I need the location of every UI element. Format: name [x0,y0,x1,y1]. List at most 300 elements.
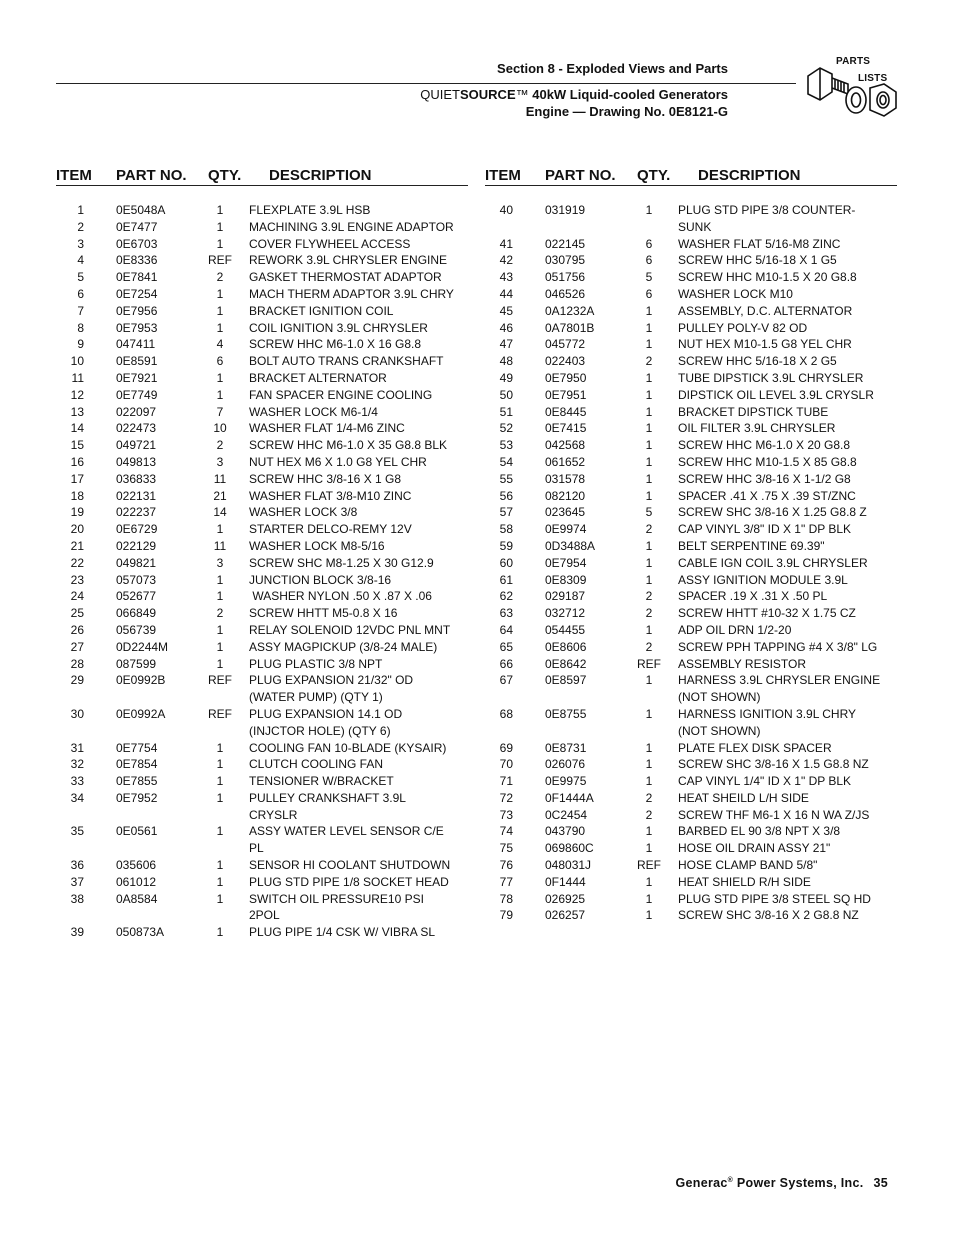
item-number: 37 [70,874,84,889]
quantity: 2 [645,589,653,604]
table-row [56,269,468,286]
item-number: 5 [77,270,84,285]
description: RELAY SOLENOID 12VDC PNL MNT [249,622,451,637]
quantity: 6 [645,236,653,251]
item-number: 22 [70,555,84,570]
drawing-number: Engine — Drawing No. 0E8121-G [525,104,728,119]
quantity: 1 [216,740,224,755]
part-number: 045772 [545,337,586,352]
item-number: 45 [499,303,513,318]
table-row [485,336,897,353]
description: SCREW HHTT #10-32 X 1.75 CZ [678,606,856,621]
item-number: 48 [499,354,513,369]
description: SCREW PPH TAPPING #4 X 3/8" LG [678,639,878,654]
part-number: 0C2454 [545,807,588,822]
quantity: 1 [645,874,653,889]
description: WASHER LOCK M6-1/4 [249,404,378,419]
item-number: 1 [77,203,84,217]
part-number: 0A7801B [545,320,595,335]
part-number: 029187 [545,589,586,604]
quantity: 1 [216,656,224,671]
part-number: 0E0561 [116,824,158,839]
section-title: Section 8 - Exploded Views and Parts [497,61,728,76]
description: ASSEMBLY RESISTOR [678,656,807,671]
description: STARTER DELCO-REMY 12V [249,522,412,537]
item-number: 78 [499,891,513,906]
quantity: 1 [216,874,224,889]
item-number: 23 [70,572,84,587]
part-number: 031919 [545,203,586,217]
item-number: 42 [499,253,513,268]
description: SCREW HHC 3/8-16 X 1 G8 [249,471,402,486]
part-number: 056739 [116,622,157,637]
quantity: 1 [216,639,224,654]
item-number: 2 [77,219,84,234]
description: BOLT AUTO TRANS CRANKSHAFT [249,354,444,369]
description: WASHER LOCK M10 [678,286,793,301]
part-number: 0E7953 [116,320,158,335]
description: PLUG EXPANSION 21/32" OD (WATER PUMP) (QTY 1) [249,673,414,705]
table-row [56,454,468,471]
table-row [56,303,468,320]
quantity: 1 [216,858,224,873]
part-number: 030795 [545,253,586,268]
description: MACH THERM ADAPTOR 3.9L CHRY [249,286,454,301]
quantity: 2 [216,438,224,453]
part-number: 0E8591 [116,354,158,369]
part-number: 0E7950 [545,370,587,385]
part-number: 0E8606 [545,639,587,654]
description: CABLE IGN COIL 3.9L CHRYSLER [678,555,868,570]
description: PLUG PIPE 1/4 CSK W/ VIBRA SL [249,925,436,940]
description: ASSY WATER LEVEL SENSOR C/E PL [249,824,444,856]
part-number: 047411 [116,337,156,352]
description: WASHER LOCK M8-5/16 [249,538,385,553]
item-number: 65 [499,639,513,654]
quantity: 1 [645,421,653,436]
description: COIL IGNITION 3.9L CHRYSLER [249,320,428,335]
description: NUT HEX M10-1.5 G8 YEL CHR [678,337,852,352]
quantity: 1 [216,824,224,839]
table-row [485,740,897,757]
quantity: REF [208,673,232,688]
part-number: 0E7415 [545,421,587,436]
part-number: 0E7841 [116,270,158,285]
item-number: 49 [499,370,513,385]
table-row [485,387,897,404]
part-number: 0E7477 [116,219,158,234]
header-description: DESCRIPTION [269,167,372,184]
item-number: 63 [499,606,513,621]
item-number: 50 [499,387,513,402]
table-row [485,588,897,605]
description: WASHER FLAT 1/4-M6 ZINC [249,421,405,436]
description: PLUG STD PIPE 1/8 SOCKET HEAD [249,874,449,889]
description: BRACKET IGNITION COIL [249,303,394,318]
item-number: 15 [70,438,84,453]
description: COOLING FAN 10-BLADE (KYSAIR) [249,740,447,755]
part-number: 0E7854 [116,757,158,772]
quantity: 1 [645,841,653,856]
description: WASHER LOCK 3/8 [249,505,358,520]
table-row [485,286,897,303]
quantity: 1 [645,908,653,923]
quantity: 1 [216,387,224,402]
description: PULLEY POLY-V 82 OD [678,320,808,335]
quantity: 1 [645,774,653,789]
quantity: 2 [216,606,224,621]
item-number: 28 [70,656,84,671]
description: SCREW SHC M8-1.25 X 30 G12.9 [249,555,434,570]
item-number: 18 [70,488,84,503]
table-row [485,639,897,656]
description: PLATE FLEX DISK SPACER [678,740,832,755]
table-row [485,907,897,924]
item-number: 64 [499,622,513,637]
header-item: ITEM [56,167,92,184]
description: SCREW SHC 3/8-16 X 2 G8.8 NZ [678,908,859,923]
item-number: 77 [499,874,513,889]
quantity: 1 [645,891,653,906]
item-number: 38 [70,891,84,906]
description: PLUG PLASTIC 3/8 NPT [249,656,383,671]
table-row [56,874,468,891]
item-number: 33 [70,774,84,789]
part-number: 046526 [545,286,586,301]
table-row [56,639,468,656]
header-item: ITEM [485,167,521,184]
table-row [56,891,468,925]
table-row [485,840,897,857]
part-number: 048031J [545,858,592,873]
item-number: 4 [77,253,84,268]
part-number: 0E8336 [116,253,158,268]
description: SCREW HHC 5/16-18 X 2 G5 [678,354,837,369]
table-row [485,874,897,891]
quantity: REF [637,656,661,671]
description: SCREW SHC 3/8-16 X 1.5 G8.8 NZ [678,757,869,772]
description: SCREW SHC 3/8-16 X 1.25 G8.8 Z [678,505,867,520]
item-number: 30 [70,706,84,721]
product-name: 40kW Liquid-cooled Generators [528,87,728,102]
item-number: 24 [70,589,84,604]
quantity: 2 [645,522,653,537]
item-number: 36 [70,858,84,873]
description: WASHER FLAT 3/8-M10 ZINC [249,488,412,503]
part-number: 0E7855 [116,774,158,789]
quantity: 1 [216,925,224,940]
quantity: 1 [645,320,653,335]
quantity: 1 [216,320,224,335]
part-number: 023645 [545,505,586,520]
description: SCREW HHC M6-1.0 X 35 G8.8 BLK [249,438,448,453]
part-number: 022129 [116,538,157,553]
quantity: 1 [645,471,653,486]
item-number: 17 [70,471,84,486]
table-row [56,538,468,555]
item-number: 56 [499,488,513,503]
part-number: 022403 [545,354,586,369]
table-row [56,521,468,538]
description: PULLEY CRANKSHAFT 3.9L CRYSLR [249,790,406,822]
description: SCREW HHC 5/16-18 X 1 G5 [678,253,837,268]
description: NUT HEX M6 X 1.0 G8 YEL CHR [249,454,427,469]
table-row [485,404,897,421]
table-row [56,202,468,219]
item-number: 73 [499,807,513,822]
description: BARBED EL 90 3/8 NPT X 3/8 [678,824,841,839]
table-row [56,404,468,421]
table-row [485,807,897,824]
quantity: 1 [645,404,653,419]
table-row [485,857,897,874]
table-row [485,236,897,253]
description: TENSIONER W/BRACKET [249,774,394,789]
item-number: 8 [77,320,84,335]
table-row [485,320,897,337]
part-number: 0E8755 [545,706,587,721]
part-number: 0E7951 [545,387,587,402]
description: SCREW HHC 3/8-16 X 1-1/2 G8 [678,471,851,486]
description: SCREW HHTT M5-0.8 X 16 [249,606,398,621]
quantity: 1 [645,488,653,503]
table-row [56,336,468,353]
quantity: 6 [645,253,653,268]
quantity: 5 [645,270,653,285]
item-number: 79 [499,908,513,923]
table-row [56,504,468,521]
table-row [485,538,897,555]
part-number: 035606 [116,858,157,873]
header-qty: QTY. [637,167,671,184]
table-header [56,166,468,186]
brand-bold: SOURCE [460,87,516,102]
quantity: 10 [213,421,227,436]
part-number: 052677 [116,589,157,604]
description: GASKET THERMOSTAT ADAPTOR [249,270,442,285]
table-row [56,572,468,589]
item-number: 68 [499,706,513,721]
description: OIL FILTER 3.9L CHRYSLER [678,421,836,436]
quantity: 1 [645,824,653,839]
item-number: 75 [499,841,513,856]
quantity: 7 [216,404,224,419]
description: JUNCTION BLOCK 3/8-16 [249,572,392,587]
description: PLUG STD PIPE 3/8 COUNTER- SUNK [678,203,856,234]
brand-prefix: QUIET [420,87,460,102]
quantity: 4 [216,337,224,352]
description: CAP VINYL 1/4" ID X 1" DP BLK [678,774,852,789]
item-number: 47 [499,337,513,352]
header-part-no: PART NO. [545,167,616,184]
item-number: 20 [70,522,84,537]
description: SCREW THF M6-1 X 16 N WA Z/JS [678,807,870,822]
description: BELT SERPENTINE 69.39" [678,538,825,553]
table-row [485,521,897,538]
item-number: 14 [70,421,84,436]
item-number: 55 [499,471,513,486]
parts-table-left [56,166,468,941]
quantity: 1 [216,303,224,318]
part-number: 022097 [116,404,157,419]
footer-company: Generac [675,1176,728,1190]
part-number: 0E8597 [545,673,587,688]
item-number: 61 [499,572,513,587]
quantity: REF [637,858,661,873]
part-number: 0E7749 [116,387,158,402]
quantity: 1 [645,538,653,553]
item-number: 25 [70,606,84,621]
description: PLUG STD PIPE 3/8 STEEL SQ HD [678,891,871,906]
description: SPACER .19 X .31 X .50 PL [678,589,828,604]
table-row [56,387,468,404]
description: ADP OIL DRN 1/2-20 [678,622,792,637]
quantity: 14 [213,505,227,520]
part-number: 082120 [545,488,586,503]
quantity: 1 [645,203,653,217]
part-number: 0D3488A [545,538,596,553]
item-number: 40 [499,203,513,217]
table-row [56,740,468,757]
item-number: 34 [70,790,84,805]
part-number: 0E9974 [545,522,587,537]
footer-company-rest: Power Systems, Inc. [733,1176,864,1190]
table-row [56,353,468,370]
description: BRACKET ALTERNATOR [249,370,387,385]
quantity: 6 [645,286,653,301]
item-number: 32 [70,757,84,772]
part-number: 0A1232A [545,303,595,318]
table-row [485,437,897,454]
table-row [485,706,897,740]
description: SCREW HHC M6-1.0 X 16 G8.8 [249,337,422,352]
table-row [56,252,468,269]
part-number: 0E7954 [545,555,587,570]
description: COVER FLYWHEEL ACCESS [249,236,411,251]
table-row [485,555,897,572]
table-row [56,488,468,505]
table-row [56,857,468,874]
description: HEAT SHIELD R/H SIDE [678,874,811,889]
quantity: 1 [645,387,653,402]
parts-table-right [485,166,897,924]
logo-lists-text: LISTS [858,73,888,84]
description: CLUTCH COOLING FAN [249,757,384,772]
table-row [56,555,468,572]
quantity: REF [208,253,232,268]
item-number: 62 [499,589,513,604]
description: ASSY IGNITION MODULE 3.9L [678,572,848,587]
description: SENSOR HI COOLANT SHUTDOWN [249,858,451,873]
part-number: 0F1444A [545,790,594,805]
item-number: 66 [499,656,513,671]
table-row [56,219,468,236]
item-number: 13 [70,404,84,419]
table-body [485,202,897,924]
table-row [485,269,897,286]
quantity: 1 [216,790,224,805]
header-rule [56,83,796,84]
table-row [485,252,897,269]
table-row [485,756,897,773]
description: MACHINING 3.9L ENGINE ADAPTOR [249,219,454,234]
table-row [485,656,897,673]
description: SCREW HHC M6-1.0 X 20 G8.8 [678,438,851,453]
item-number: 53 [499,438,513,453]
item-number: 51 [499,404,513,419]
table-row [485,471,897,488]
table-row [485,823,897,840]
description: HEAT SHEILD L/H SIDE [678,790,809,805]
item-number: 70 [499,757,513,772]
part-number: 049821 [116,555,157,570]
part-number: 054455 [545,622,586,637]
quantity: 1 [645,622,653,637]
product-line [56,86,728,103]
description: CAP VINYL 3/8" ID X 1" DP BLK [678,522,852,537]
table-row [56,706,468,740]
table-row [56,605,468,622]
table-row [56,437,468,454]
table-row [56,672,468,706]
part-number: 050873A [116,925,165,940]
item-number: 3 [77,236,84,251]
table-row [485,790,897,807]
quantity: 1 [645,303,653,318]
table-row [485,504,897,521]
page-header [56,60,728,78]
part-number: 0E7956 [116,303,158,318]
table-row [485,303,897,320]
item-number: 16 [70,454,84,469]
description: HARNESS IGNITION 3.9L CHRY (NOT SHOWN) [678,706,857,738]
item-number: 26 [70,622,84,637]
part-number: 0E0992B [116,673,166,688]
quantity: 1 [216,622,224,637]
quantity: 1 [645,438,653,453]
table-row [56,622,468,639]
part-number: 0D2244M [116,639,169,654]
table-row [485,202,897,236]
part-number: 061012 [116,874,157,889]
part-number: 0E0992A [116,706,166,721]
table-row [56,656,468,673]
table-row [485,353,897,370]
part-number: 026257 [545,908,586,923]
quantity: 1 [645,370,653,385]
part-number: 051756 [545,270,586,285]
description: DIPSTICK OIL LEVEL 3.9L CRYSLR [678,387,874,402]
description: WASHER FLAT 5/16-M8 ZINC [678,236,841,251]
part-number: 031578 [545,471,586,486]
header-part-no: PART NO. [116,167,187,184]
part-number: 0E8445 [545,404,587,419]
item-number: 35 [70,824,84,839]
quantity: 11 [213,471,227,486]
item-number: 46 [499,320,513,335]
item-number: 9 [77,337,84,352]
item-number: 54 [499,454,513,469]
part-number: 0E5048A [116,203,166,217]
quantity: 1 [216,572,224,587]
item-number: 67 [499,673,513,688]
part-number: 0E7921 [116,370,158,385]
part-number: 049721 [116,438,157,453]
table-row [485,891,897,908]
description: REWORK 3.9L CHRYSLER ENGINE [249,253,448,268]
quantity: 1 [645,740,653,755]
quantity: 11 [213,538,227,553]
